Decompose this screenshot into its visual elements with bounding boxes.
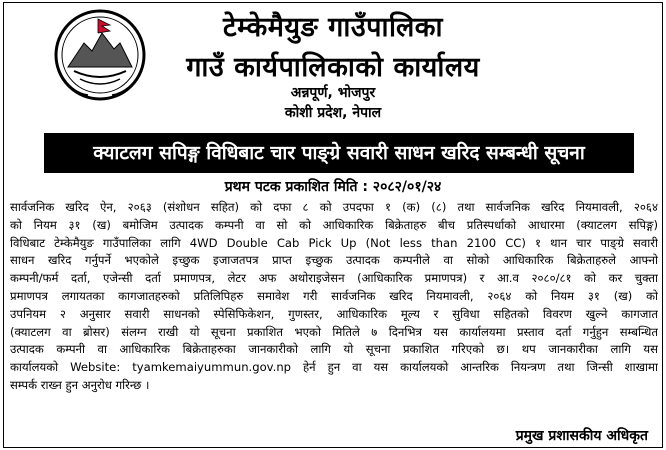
office-name: गाउँ कार्यपालिकाको कार्यालय xyxy=(186,52,480,83)
body-line: (क्याटलग वा ब्रोसर) संलग्न राखी यो सूचना प्रकाशित भएको मितिले ७ दिनभित्र यस कार्यालयमा प्रस्ताव दर्ता गर्नुहुन सम्बन्धित xyxy=(10,324,658,339)
body-line: उपनियम २ अनुसार सवारी साधनको स्पेसिफिकेशन, गुणस्तर, आधिकारिक मूल्य र सुविधा सहितको विवरण खुल्ने कागजात xyxy=(10,306,658,321)
signatory-title: प्रमुख प्रशासकीय अधिकृत xyxy=(515,428,648,444)
body-line: कम्पनी/फर्म दर्ता, एजेन्सी दर्ता प्रमाणपत्र, लेटर अफ अथोराइजेसन (आधिकारिक प्रमाणपत्र) र आ.व २०८०/८१ को कर चुक्ता xyxy=(10,271,658,286)
body-line: प्रमाणपत्र लगायतका कागजातहरुको प्रतिलिपिहरु समावेश गरी सार्वजनिक खरिद नियमावली, २०६४ को नियम ३१ (ख) को xyxy=(10,288,658,303)
body-line: साधन खरिद गर्नुपर्ने भएकोले इच्छुक इजाजतपत्र प्राप्त इच्छुक उत्पादक कम्पनीले वा सोको आधिकारिक बिक्रेताहरुले आफ्नो xyxy=(10,253,658,268)
publication-date: प्रथम पटक प्रकाशित मिति : २०८२/०१/२४ xyxy=(224,179,442,195)
body-line: उत्पादक कम्पनी वा आधिकारिक बिक्रेताहरुका जानकारीको लागि यो सूचना प्रकाशित गरिएको छ। थप जानकारीका लागि यस xyxy=(10,342,658,357)
notice-body xyxy=(10,199,658,395)
body-line: विधिबाट टेम्केमैयुङ गाउँपालिका लागि 4WD Double Cab Pick Up (Not less than 2100 CC) १ थान चार पाङ्ग्रे सवारी xyxy=(10,235,658,250)
body-line: को नियम ३१ (ख) बमोजिम उत्पादक कम्पनी वा सो को आधिकारिक बिक्रेताहरु बीच प्रतिस्पर्धाको आधारमा (क्याटलग सपिङ्ग) xyxy=(10,217,658,232)
address-line-2: कोशी प्रदेश, नेपाल xyxy=(284,105,382,121)
address-line-1: अन्नपूर्ण, भोजपुर xyxy=(290,85,376,101)
municipality-name: टेम्केमैयुङ गाउँपालिका xyxy=(222,12,443,43)
notice-title: क्याटलग सपिङ्ग विधिबाट चार पाङ्ग्रे सवारी साधन खरिद सम्बन्धी सूचना xyxy=(44,133,634,173)
body-line: सम्पर्क राख्न हुन अनुरोध गरिन्छ । xyxy=(10,377,150,392)
body-line: सार्वजनिक खरिद ऐन, २०६३ (संशोधन सहित) को दफा ८ को उपदफा १ (क) (८) तथा सार्वजनिक खरिद नियमावली, २०६४ xyxy=(10,200,658,214)
public-notice xyxy=(3,2,663,448)
body-line: कार्यालयको Website: tyamkemaiyummun.gov.np हेर्न हुन वा यस कार्यालयको आन्तरिक नियन्त्रण तथा जिन्सी शाखामा xyxy=(10,360,658,375)
